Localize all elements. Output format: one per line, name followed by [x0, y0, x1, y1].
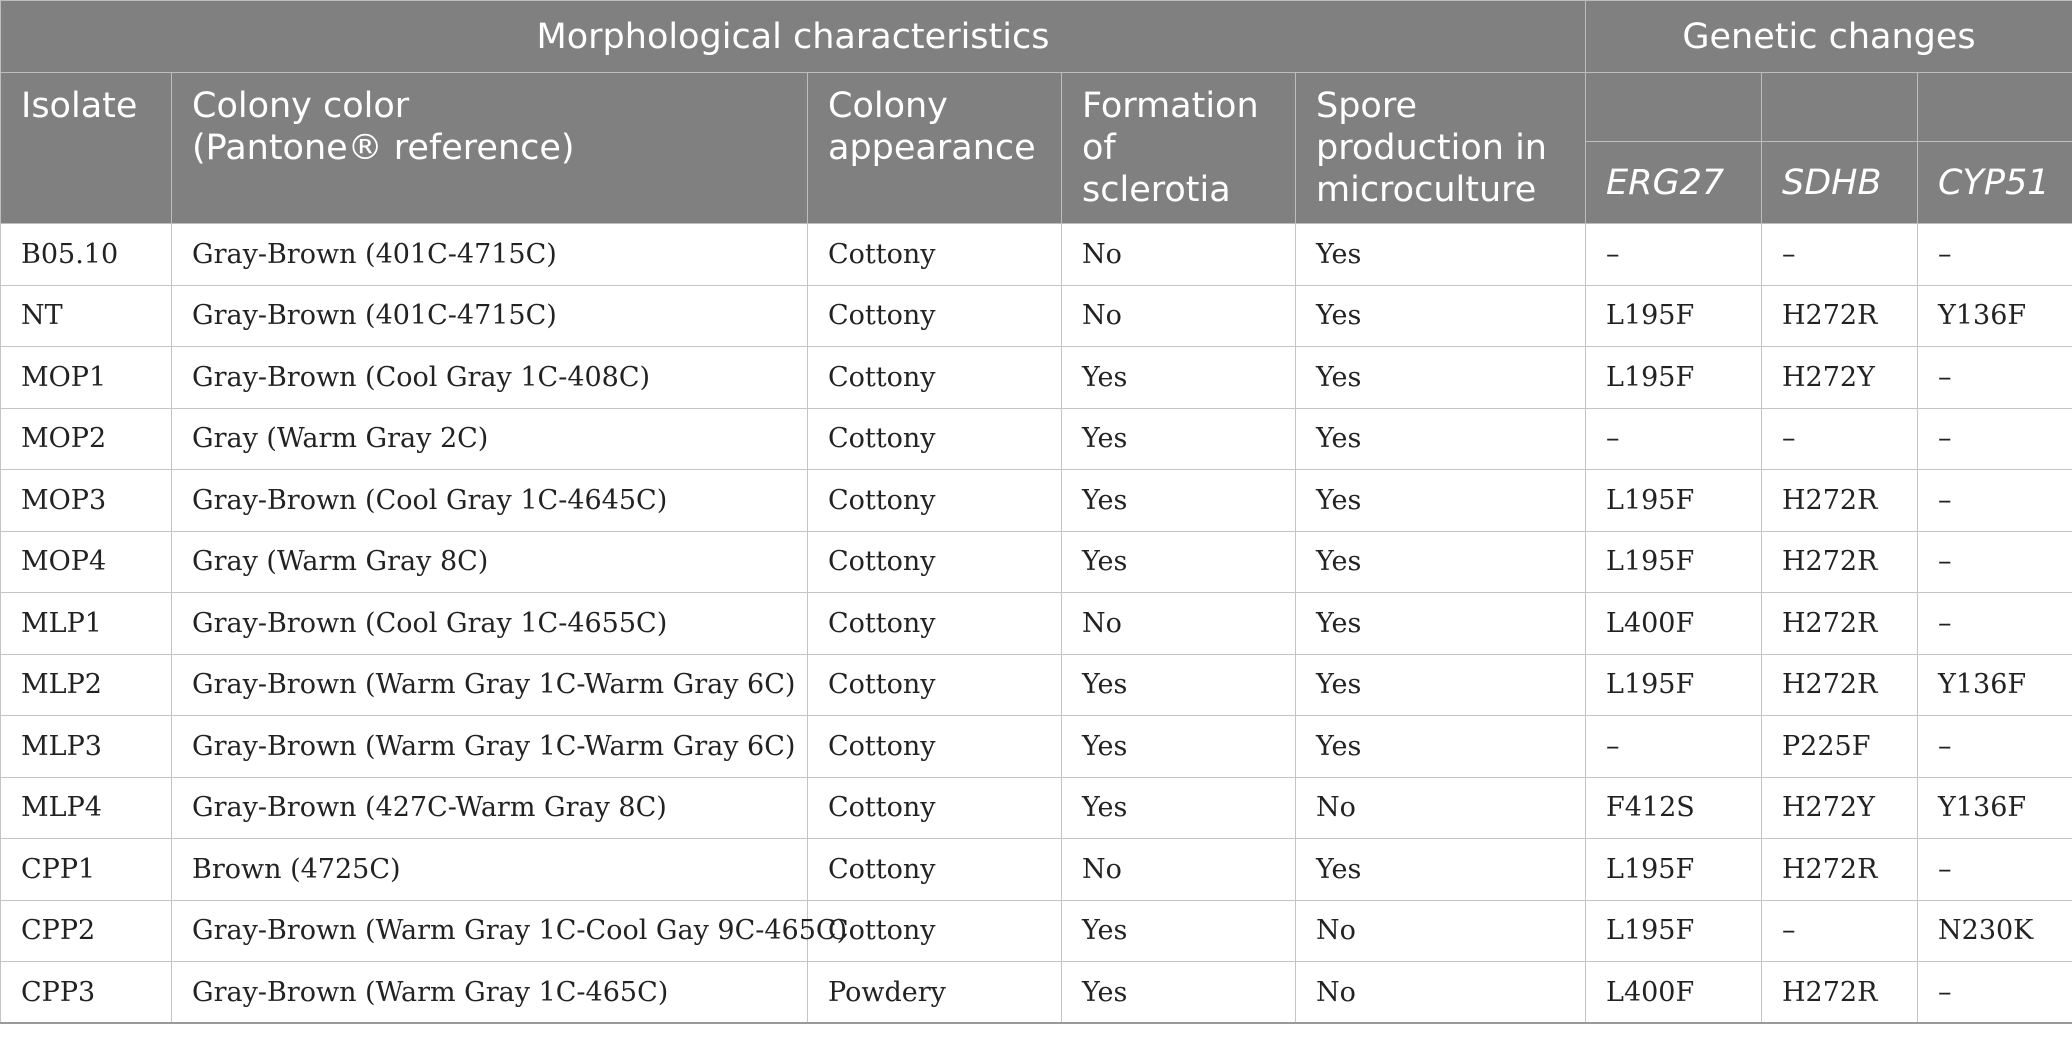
cell-spore-production: No [1296, 900, 1586, 962]
cell-colony-color: Brown (4725C) [172, 839, 808, 901]
cell-sclerotia: No [1062, 224, 1296, 286]
cell-erg27: L195F [1586, 347, 1762, 409]
cell-colony-color: Gray-Brown (401C-4715C) [172, 224, 808, 286]
cell-sdhb: H272R [1762, 654, 1918, 716]
cell-sclerotia: No [1062, 593, 1296, 655]
table-body [1, 224, 2072, 1024]
table-row [1, 408, 2072, 470]
header-erg27-spacer [1586, 73, 1762, 142]
cell-spore-production: Yes [1296, 224, 1586, 286]
cell-colony-appearance: Cottony [808, 531, 1062, 593]
cell-colony-appearance: Cottony [808, 900, 1062, 962]
header-colony-appearance-line2: appearance [828, 128, 1036, 168]
cell-sdhb: H272Y [1762, 777, 1918, 839]
table-row [1, 839, 2072, 901]
cell-isolate: MLP3 [1, 716, 172, 778]
table-row [1, 900, 2072, 962]
cell-sclerotia: Yes [1062, 962, 1296, 1024]
cell-colony-appearance: Cottony [808, 777, 1062, 839]
cell-erg27: – [1586, 716, 1762, 778]
cell-cyp51: Y136F [1918, 654, 2072, 716]
header-colony-color-line1: Colony color [192, 86, 410, 126]
cell-cyp51: – [1918, 716, 2072, 778]
cell-erg27: L400F [1586, 593, 1762, 655]
cell-sdhb: H272R [1762, 285, 1918, 347]
cell-erg27: L195F [1586, 531, 1762, 593]
cell-spore-production: Yes [1296, 716, 1586, 778]
cell-sclerotia: Yes [1062, 531, 1296, 593]
cell-colony-appearance: Cottony [808, 224, 1062, 286]
header-sdhb: SDHB [1762, 142, 1918, 224]
cell-colony-color: Gray-Brown (Warm Gray 1C-Cool Gay 9C-465C) [172, 900, 808, 962]
cell-spore-production: Yes [1296, 470, 1586, 532]
cell-sclerotia: Yes [1062, 470, 1296, 532]
cell-sdhb: – [1762, 408, 1918, 470]
table-row [1, 224, 2072, 286]
cell-sdhb: H272R [1762, 593, 1918, 655]
cell-erg27: L195F [1586, 900, 1762, 962]
cell-colony-color: Gray (Warm Gray 2C) [172, 408, 808, 470]
header-sdhb-spacer [1762, 73, 1918, 142]
cell-cyp51: – [1918, 531, 2072, 593]
cell-sdhb: P225F [1762, 716, 1918, 778]
cell-sdhb: H272R [1762, 470, 1918, 532]
table-row [1, 470, 2072, 532]
table-row [1, 285, 2072, 347]
cell-colony-appearance: Cottony [808, 285, 1062, 347]
cell-isolate: CPP2 [1, 900, 172, 962]
cell-colony-appearance: Cottony [808, 347, 1062, 409]
cell-colony-color: Gray (Warm Gray 8C) [172, 531, 808, 593]
cell-sdhb: H272Y [1762, 347, 1918, 409]
cell-isolate: MLP4 [1, 777, 172, 839]
table-row [1, 531, 2072, 593]
cell-cyp51: N230K [1918, 900, 2072, 962]
table-row [1, 347, 2072, 409]
table-row [1, 777, 2072, 839]
cell-sdhb: – [1762, 224, 1918, 286]
cell-isolate: MOP2 [1, 408, 172, 470]
header-cyp51: CYP51 [1918, 142, 2072, 224]
header-spore-production [1296, 73, 1586, 224]
header-isolate-text: Isolate [21, 86, 138, 126]
cell-erg27: L195F [1586, 654, 1762, 716]
cell-erg27: F412S [1586, 777, 1762, 839]
cell-sdhb: H272R [1762, 531, 1918, 593]
cell-sclerotia: Yes [1062, 716, 1296, 778]
cell-isolate: MOP3 [1, 470, 172, 532]
cell-isolate: MOP1 [1, 347, 172, 409]
cell-sclerotia: Yes [1062, 900, 1296, 962]
cell-colony-color: Gray-Brown (Warm Gray 1C-465C) [172, 962, 808, 1024]
cell-cyp51: – [1918, 224, 2072, 286]
cell-colony-color: Gray-Brown (427C-Warm Gray 8C) [172, 777, 808, 839]
header-colony-appearance [808, 73, 1062, 224]
cell-colony-color: Gray-Brown (Cool Gray 1C-4655C) [172, 593, 808, 655]
cell-colony-color: Gray-Brown (Warm Gray 1C-Warm Gray 6C) [172, 716, 808, 778]
cell-colony-color: Gray-Brown (Cool Gray 1C-4645C) [172, 470, 808, 532]
cell-spore-production: Yes [1296, 285, 1586, 347]
cell-cyp51: – [1918, 839, 2072, 901]
cell-colony-appearance: Cottony [808, 593, 1062, 655]
table-row [1, 962, 2072, 1024]
cell-sclerotia: Yes [1062, 777, 1296, 839]
cell-erg27: L195F [1586, 839, 1762, 901]
cell-isolate: MLP2 [1, 654, 172, 716]
cell-sdhb: – [1762, 900, 1918, 962]
cell-cyp51: – [1918, 593, 2072, 655]
cell-cyp51: – [1918, 962, 2072, 1024]
header-spore-line3: microculture [1316, 170, 1537, 210]
cell-colony-appearance: Cottony [808, 408, 1062, 470]
header-colony-color-line2: (Pantone® reference) [192, 128, 575, 168]
header-sclerotia [1062, 73, 1296, 224]
cell-erg27: L195F [1586, 285, 1762, 347]
header-isolate [1, 73, 172, 224]
header-erg27: ERG27 [1586, 142, 1762, 224]
cell-erg27: – [1586, 224, 1762, 286]
cell-isolate: CPP1 [1, 839, 172, 901]
cell-cyp51: – [1918, 408, 2072, 470]
cell-cyp51: Y136F [1918, 777, 2072, 839]
cell-erg27: L400F [1586, 962, 1762, 1024]
cell-erg27: – [1586, 408, 1762, 470]
cell-colony-appearance: Cottony [808, 716, 1062, 778]
cell-colony-appearance: Cottony [808, 839, 1062, 901]
cell-spore-production: Yes [1296, 347, 1586, 409]
cell-isolate: MOP4 [1, 531, 172, 593]
header-colony-appearance-line1: Colony [828, 86, 948, 126]
cell-sclerotia: Yes [1062, 654, 1296, 716]
header-spore-line2: production in [1316, 128, 1547, 168]
cell-spore-production: Yes [1296, 654, 1586, 716]
cell-spore-production: Yes [1296, 531, 1586, 593]
cell-colony-appearance: Cottony [808, 470, 1062, 532]
cell-spore-production: No [1296, 777, 1586, 839]
cell-isolate: NT [1, 285, 172, 347]
header-group-morphological: Morphological characteristics [1, 1, 1586, 73]
table-row [1, 593, 2072, 655]
cell-erg27: L195F [1586, 470, 1762, 532]
header-colony-color [172, 73, 808, 224]
cell-sclerotia: Yes [1062, 408, 1296, 470]
cell-sclerotia: No [1062, 839, 1296, 901]
cell-isolate: CPP3 [1, 962, 172, 1024]
cell-colony-appearance: Powdery [808, 962, 1062, 1024]
cell-spore-production: Yes [1296, 408, 1586, 470]
cell-spore-production: Yes [1296, 593, 1586, 655]
header-group-genetic: Genetic changes [1586, 1, 2072, 73]
cell-colony-color: Gray-Brown (Cool Gray 1C-408C) [172, 347, 808, 409]
header-sclerotia-line1: Formation [1082, 86, 1259, 126]
cell-cyp51: – [1918, 470, 2072, 532]
cell-isolate: B05.10 [1, 224, 172, 286]
cell-colony-color: Gray-Brown (401C-4715C) [172, 285, 808, 347]
cell-cyp51: Y136F [1918, 285, 2072, 347]
header-spore-line1: Spore [1316, 86, 1418, 126]
cell-sclerotia: No [1062, 285, 1296, 347]
cell-isolate: MLP1 [1, 593, 172, 655]
table-row [1, 654, 2072, 716]
header-sclerotia-line2: of sclerotia [1082, 128, 1231, 210]
cell-sclerotia: Yes [1062, 347, 1296, 409]
header-cyp51-spacer [1918, 73, 2072, 142]
cell-spore-production: Yes [1296, 839, 1586, 901]
table-row [1, 716, 2072, 778]
cell-spore-production: No [1296, 962, 1586, 1024]
cell-cyp51: – [1918, 347, 2072, 409]
cell-sdhb: H272R [1762, 839, 1918, 901]
cell-colony-appearance: Cottony [808, 654, 1062, 716]
cell-sdhb: H272R [1762, 962, 1918, 1024]
cell-colony-color: Gray-Brown (Warm Gray 1C-Warm Gray 6C) [172, 654, 808, 716]
